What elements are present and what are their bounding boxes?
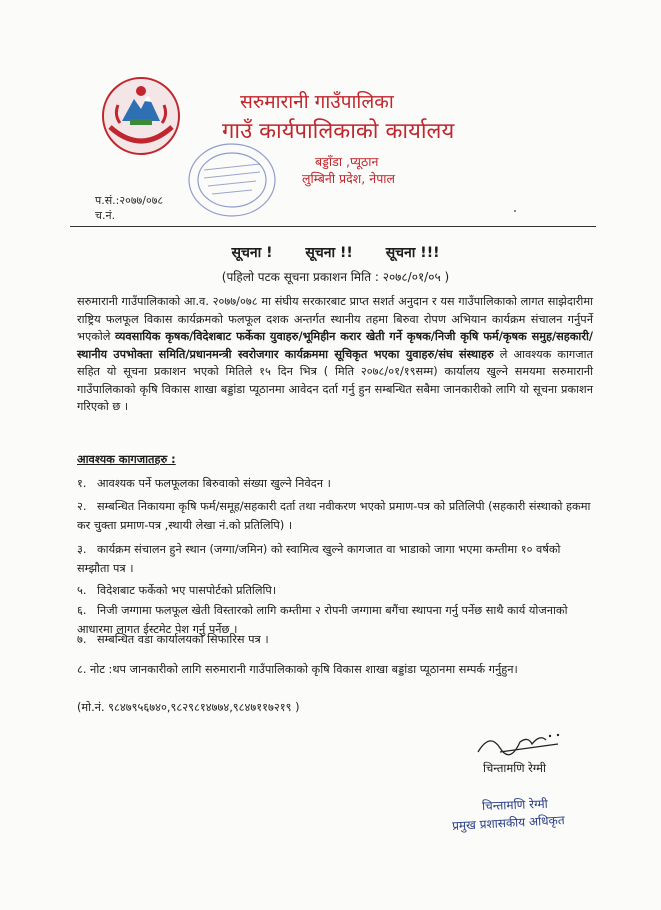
office-name: सरुमारानी गाउँपालिका bbox=[240, 91, 394, 113]
list-item bbox=[77, 581, 593, 600]
note-paragraph: ८. नोट :थप जानकारीको लागि सरुमारानी गाउँपालिकाको कृषि विकास शाखा बड्डांडा प्यूठानमा सम्पर्क गर्नुहुन। bbox=[77, 663, 518, 676]
item-text: कार्यक्रम संचालन हुने स्थान (जग्गा/जमिन) को स्वामित्व खुल्ने कागजात वा भाडाको जागा भएमा कम्तीमा १० वर्षको सम्झौता पत्र । bbox=[77, 543, 561, 575]
office-stamp bbox=[186, 140, 278, 220]
office-title: गाउँ कार्यपालिकाको कार्यालय bbox=[222, 119, 455, 144]
body-text-1: सरुमारानी गाउँपालिकाको आ.व. २०७७/०७८ मा संघीय सरकारबाट प्राप्त सशर्त अनुदान र यस गाउँपालिकाको लागत साझेदारीमा राष्ट्रिय फलफूल विकास कार्यक्रमको फलफूल दशक अन्तर्गत स्थानीय तहमा बिरुवा रोपण अभियान कार्यक्रम संचालन गर्नुपर्ने भएकोले bbox=[77, 295, 593, 343]
item-number: ७. bbox=[77, 633, 87, 646]
item-number: ६. bbox=[77, 604, 87, 617]
stray-mark bbox=[514, 210, 516, 212]
body-eligible-groups: व्यवसायिक कृषक/विदेशबाट फर्केका युवाहरु/भूमिहीन करार खेती गर्ने कृषक/निजी कृषि फर्म/कृषक समुह/सहकारी/स्थानीय उपभोक्ता समिति/प्रधानमन्त्री स्वरोजगार कार्यक्रममा सूचिकृत भएका युवाहरु/संघ संस्थाहरु bbox=[77, 330, 594, 361]
publication-date: (पहिलो पटक सूचना प्रकाशन मिति : २०७८/०१/०५ ) bbox=[221, 270, 450, 284]
item-number: २. bbox=[77, 500, 87, 513]
signer-name-stamp: चिन्तामणि रेग्मी bbox=[481, 796, 548, 814]
item-number: ३. bbox=[77, 543, 87, 556]
list-item bbox=[77, 474, 593, 493]
item-text: सम्बन्धित निकायमा कृषि फर्म/समूह/सहकारी दर्ता तथा नवीकरण भएको प्रमाण-पत्र को प्रतिलिपी (सहकारी संस्थाको हकमा कर चुक्ता प्रमाण-पत्र ,स्थायी लेखा नं.को प्रतिलिपि) । bbox=[77, 500, 591, 532]
item-number: १. bbox=[77, 477, 87, 490]
item-number: ५. bbox=[77, 584, 87, 597]
body-paragraph bbox=[77, 293, 593, 416]
item-text: आवश्यक पर्ने फलफूलका बिरुवाको संख्या खुल्ने निवेदन । bbox=[97, 477, 331, 490]
notice-word-1: सूचना ! bbox=[231, 245, 273, 261]
nepal-emblem-logo bbox=[100, 75, 182, 157]
signer-name-printed: चिन्तामणि रेग्मी bbox=[483, 761, 546, 775]
address-line-1: बड्डाँडा ,प्यूठान bbox=[315, 154, 379, 169]
handwritten-signature bbox=[470, 722, 570, 764]
signer-designation: प्रमुख प्रशासकीय अधिकृत bbox=[451, 813, 565, 833]
list-item bbox=[77, 497, 593, 535]
body-text-2: ले आवश्यक कागजात सहित यो सूचना प्रकाशन भएको मितिले १५ दिन भित्र ( मिति २०७८/०१/१९सम्म) कार्यालय खुल्ने समयमा सरुमारानी गाउँपालिकाको कृषि विकास शाखा बड्डांडा प्यूठानमा आवेदन दर्ता गर्नु हुन सम्बन्धित सबैमा जानकारीको लागि यो सूचना प्रकाशन गरिएको छ । bbox=[77, 347, 594, 413]
dispatch-number: च.नं. bbox=[95, 209, 116, 222]
item-text: सम्बन्धित वडा कार्यालयको सिफारिस पत्र । bbox=[97, 633, 269, 646]
list-item bbox=[77, 540, 593, 578]
reference-number: प.सं.:२०७७/०७८ bbox=[95, 194, 164, 207]
mobile-numbers: (मो.नं. ९८४७९५६७४०,९८२९८१४७७४,९८४७११७२१९ ) bbox=[77, 701, 300, 714]
list-item bbox=[77, 630, 593, 649]
notice-word-3: सूचना !!! bbox=[385, 245, 440, 261]
notice-heading bbox=[80, 243, 591, 262]
item-text: निजी जग्गामा फलफूल खेती विस्तारको लागि कम्तीमा २ रोपनी जग्गामा बगैंचा स्थापना गर्नु पर्नेछ साथै कार्य योजनाको आधारमा लागत ईस्टमेट पेश गर्नु पर्नेछ । bbox=[77, 604, 568, 636]
notice-word-2: सूचना !! bbox=[305, 245, 353, 261]
address-line-2: लुम्बिनी प्रदेश, नेपाल bbox=[302, 171, 396, 186]
documents-heading: आवश्यक कागजातहरु : bbox=[77, 453, 176, 466]
item-text: विदेशबाट फर्केको भए पासपोर्टको प्रतिलिपि। bbox=[97, 584, 277, 597]
header-divider bbox=[70, 226, 596, 227]
